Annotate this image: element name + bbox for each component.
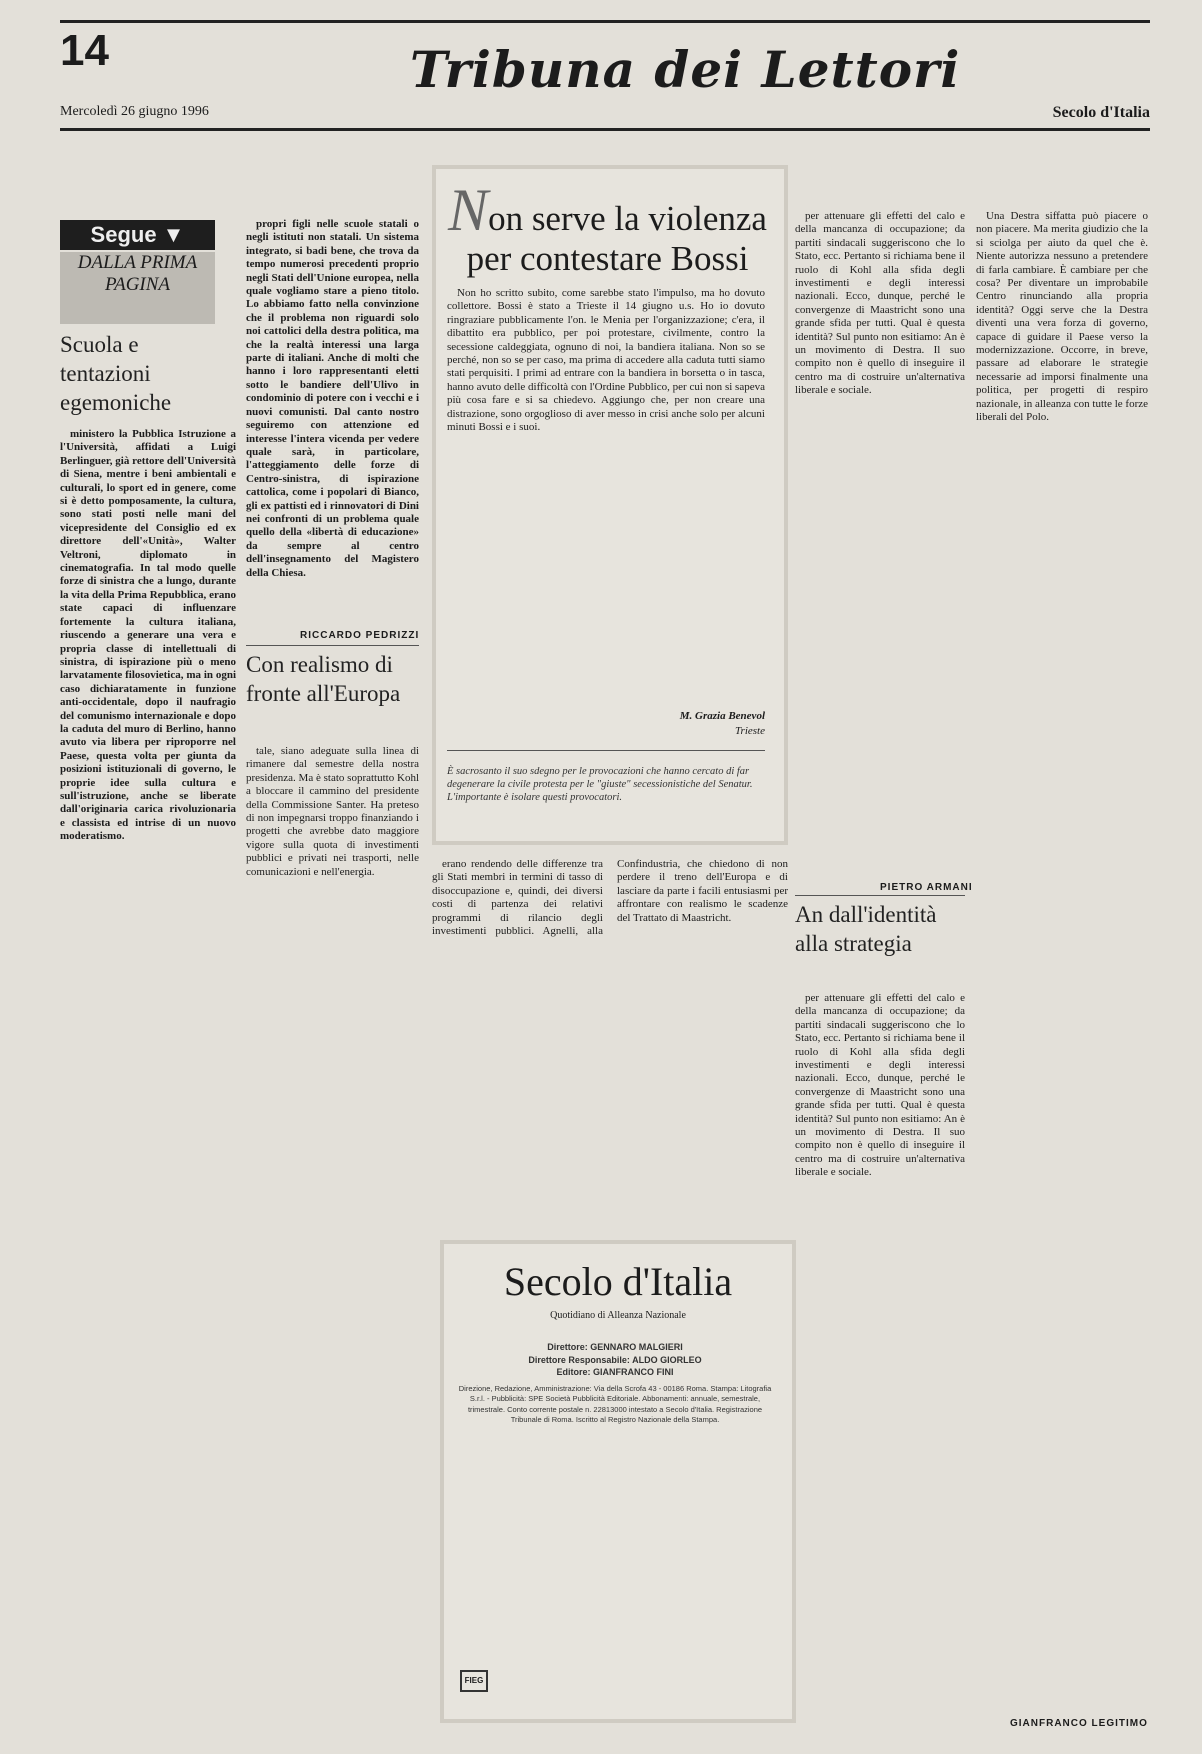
letter-title xyxy=(440,177,775,279)
divider xyxy=(447,750,765,751)
responsible-director: Direttore Responsabile: ALDO GIORLEO xyxy=(528,1354,702,1365)
paper-name: Secolo d'Italia xyxy=(1052,104,1150,121)
article4-col1-continued xyxy=(795,992,965,1722)
paper-info-title: Secolo d'Italia xyxy=(503,1259,733,1304)
article1-col1 xyxy=(60,428,236,1728)
article4-col1-text: per attenuare gli effetti del calo e della mancanza di occupazione; da partiti sindacali suggeriscono che lo Stato, ecc. Pertanto si richiama bene il ruolo di Kohl alla sfida degli investimenti e degli interessi nazionali. Ecco, dunque, perché le convergenze di Maastricht sono una grande sfida per tutti. Qual è questa identità? Sul punto non esitiamo: An è un movimento di Destra. Il suo compito non è quello di inseguire il centro ma di costruire un'alternativa liberale e sociale. xyxy=(795,210,965,397)
article4-col1 xyxy=(795,210,965,850)
article4-signature-left: PIETRO ARMANI xyxy=(880,882,973,893)
article3-body xyxy=(432,858,788,1223)
masthead-title: Tribuna dei Lettori xyxy=(410,40,961,99)
letter-title-cap: N xyxy=(448,177,489,243)
article1-col2 xyxy=(246,218,419,579)
article1-col1-text: ministero la Pubblica Istruzione a l'Università, affidati a Luigi Berlinguer, già rettore dell'Università di Siena, mentre i beni ambientali e culturali, lo sport ed in genere, come si è detto pomposamente, la cultura, sono stati posti nelle mani del vicepresidente del Consiglio ed ex direttore dell'«Unità», Walter Veltroni, diplomato in cinematografia. In tal modo quelle forze di sinistra che a lungo, durante la vita della Prima Repubblica, erano state capaci di influenzare fortemente la cultura italiana, riuscendo a generare una vera e propria classe di intellettuali di sinistra, di ispirazione più o meno larvatamente filosovietica, ma in ogni caso dichiaratamente in funzione anti-occidentale, dopo il naufragio del comunismo internazionale e dopo la caduta del muro di Berlino, hanno avuto via libera per riproporre nel Paese, questa volta per giunta da posizioni istituzionali di governo, le proprie idee sulla cultura e sull'istruzione, anche se liberate dall'originaria carica rivoluzionaria e classista ed intrise di un nuovo moderatismo. xyxy=(60,428,236,843)
page-number: 14 xyxy=(60,26,109,75)
top-rule xyxy=(60,20,1150,23)
article2-text: tale, siano adeguate sulla linea di rimanere dal semestre della nostra presidenza. Ma è stato soprattutto Kohl a bloccare il cammino del presidente della Commissione Santer. Ha preteso di non impegnarsi troppo finanziando i progetti che avrebbe dato maggiore vigore sulla quota di investimenti pubblici e privati nei trasporti, nelle comunicazioni e nell'energia. xyxy=(246,745,419,878)
article2-body xyxy=(246,745,419,1725)
article1-col2-text: propri figli nelle scuole statali o negli istituti non statali. Un sistema integrato, si badi bene, che trova da tempo numerosi precedenti proprio negli Stati dell'Unione europea, nella quale vogliamo stare a pieno titolo. Lo abbiamo fatto nella convinzione che il problema non riguardi solo noi cattolici della destra politica, ma che la realtà interessi una larga parte di italiani. Anche di molti che hanno i loro rappresentanti eletti sotto le bandiere dell'Ulivo in condominio di potere con i vecchi e i nuovi comunisti. Dal canto nostro seguiremo con attenzione ed interesse l'intera vicenda per vedere quale sarà, in particolare, l'atteggiamento delle forze di Centro-sinistra, di ispirazione cattolica, come i popolari di Bianco, gli ex pattisti ed i rinnovatori di Dini nei confronti di un problema quale quello della «libertà di educazione» da sempre al centro dell'insegnamento del Magistero della Chiesa. xyxy=(246,218,419,579)
letter-signature: M. Grazia Benevol xyxy=(679,710,765,722)
paper-info-text: Direzione, Redazione, Amministrazione: Via della Scrofa 43 - 00186 Roma. Stampa: Litografia S.r.l. - Pubblicità: SPE Società Pubblicità Editoriale. Abbonamenti: annuale, semestrale, trimestrale. Conto corrente postale n. 22813000 intestato a Secolo d'Italia. Registrazione Tribunale di Roma. Iscritto al Registro Nazionale della Stampa. xyxy=(458,1383,772,1424)
article4-col2-text: Una Destra siffatta può piacere o non piacere. Ma merita giudizio che la si sciolga per aiuto da quel che è. Niente autorizza nessuno a pretendere di farla cambiare. È cambiare per che cosa? Per diventare un improbabile Centro rinunciando alla propria identità? Oggi serve che la Destra diventi una vera forza di governo, capace di guidare il Paese verso la modernizzazione. Occorre, in breve, passare ad elaborare le strategie necessarie ad imporsi finalmente una politica, per progetti di respiro nazionale, in alleanza con tutte le forze liberali del Polo. xyxy=(976,210,1148,424)
paper-info-subtitle: Quotidiano di Alleanza Nazionale xyxy=(550,1310,686,1321)
director: Direttore: GENNARO MALGIERI xyxy=(547,1342,683,1352)
letter-title-text: on serve la violenza per contestare Bossi xyxy=(466,199,767,278)
article1-headline: Scuola e tentazioni egemoniche xyxy=(60,332,172,415)
article4-signature-right: GIANFRANCO LEGITIMO xyxy=(1010,1718,1148,1729)
segue-label: Segue ▼ xyxy=(60,220,215,250)
paper-info-lines xyxy=(455,1342,775,1426)
letter-text: Non ho scritto subito, come sarebbe stato l'impulso, ma ho dovuto collettore. Bossi è stato a Trieste il 14 giugno u.s. Ho io dovuto ringraziare pubblicamente l'on. le Menia per l'organizzazione; c'era, il dibattito era pubblico, per poi protestare, civilmente, contro la secessione caldeggiata, ognuno di noi, la bandiera italiana. Non so se perché, non so se per caso, ma prima di accedere alla caduta tutti siamo stati perquisiti. I primi ad entrare con la bandiera in borsetta o in tasca, hanno avuto delle difficoltà con l'Ordine Pubblico, per cui non si sapeva più cosa fare e si sa chiedevo. Aggiungo che, per non creare una distrazione, sono orgoglioso di aver messo in crisi anche solo per alcuni minuti Bossi e i suoi. xyxy=(447,287,765,434)
article2-headline: Con realismo di fronte all'Europa xyxy=(246,652,401,706)
article3-text: erano rendendo delle differenze tra gli Stati membri in termini di tasso di disoccupazione e, quindi, dei diversi costi di partenza dei relativi programmi di rilancio degli investimenti pubblici. Agnelli, alla Confindustria, che chiedono di non perdere il treno dell'Europa e di lasciare da parte i facili entusiasmi per affrontare con realismo le scadenze del Trattato di Maastricht. xyxy=(432,858,788,938)
letter-body xyxy=(447,287,765,687)
article1-signature: RICCARDO PEDRIZZI xyxy=(300,630,420,641)
issue-date: Mercoledì 26 giugno 1996 xyxy=(60,104,209,119)
letter-city: Trieste xyxy=(735,725,765,737)
divider xyxy=(795,895,965,896)
editor-note: È sacrosanto il suo sdegno per le provocazioni che hanno cercato di far degenerare la civile protesta per le "giuste" secessionistiche del Senatur. L'importante è isolare questi provocatori. xyxy=(447,766,753,803)
divider xyxy=(246,645,419,646)
article4-col1-continued-text: per attenuare gli effetti del calo e della mancanza di occupazione; da partiti sindacali suggeriscono che lo Stato, ecc. Pertanto si richiama bene il ruolo di Kohl alla sfida degli investimenti e degli interessi nazionali. Ecco, dunque, perché le convergenze di Maastricht sono una grande sfida per tutti. Qual è questa identità? Sul punto non esitiamo: An è un movimento di Destra. Il suo compito non è quello di inseguire il centro ma di costruire un'alternativa liberale e sociale. xyxy=(795,992,965,1179)
header-rule xyxy=(60,128,1150,131)
publisher: Editore: GIANFRANCO FINI xyxy=(556,1367,674,1377)
from-front-page: DALLA PRIMA PAGINA xyxy=(60,252,215,324)
article4-col2 xyxy=(976,210,1148,1720)
fieg-logo: FIEG xyxy=(460,1670,488,1692)
article4-headline: An dall'identità alla strategia xyxy=(795,902,937,956)
